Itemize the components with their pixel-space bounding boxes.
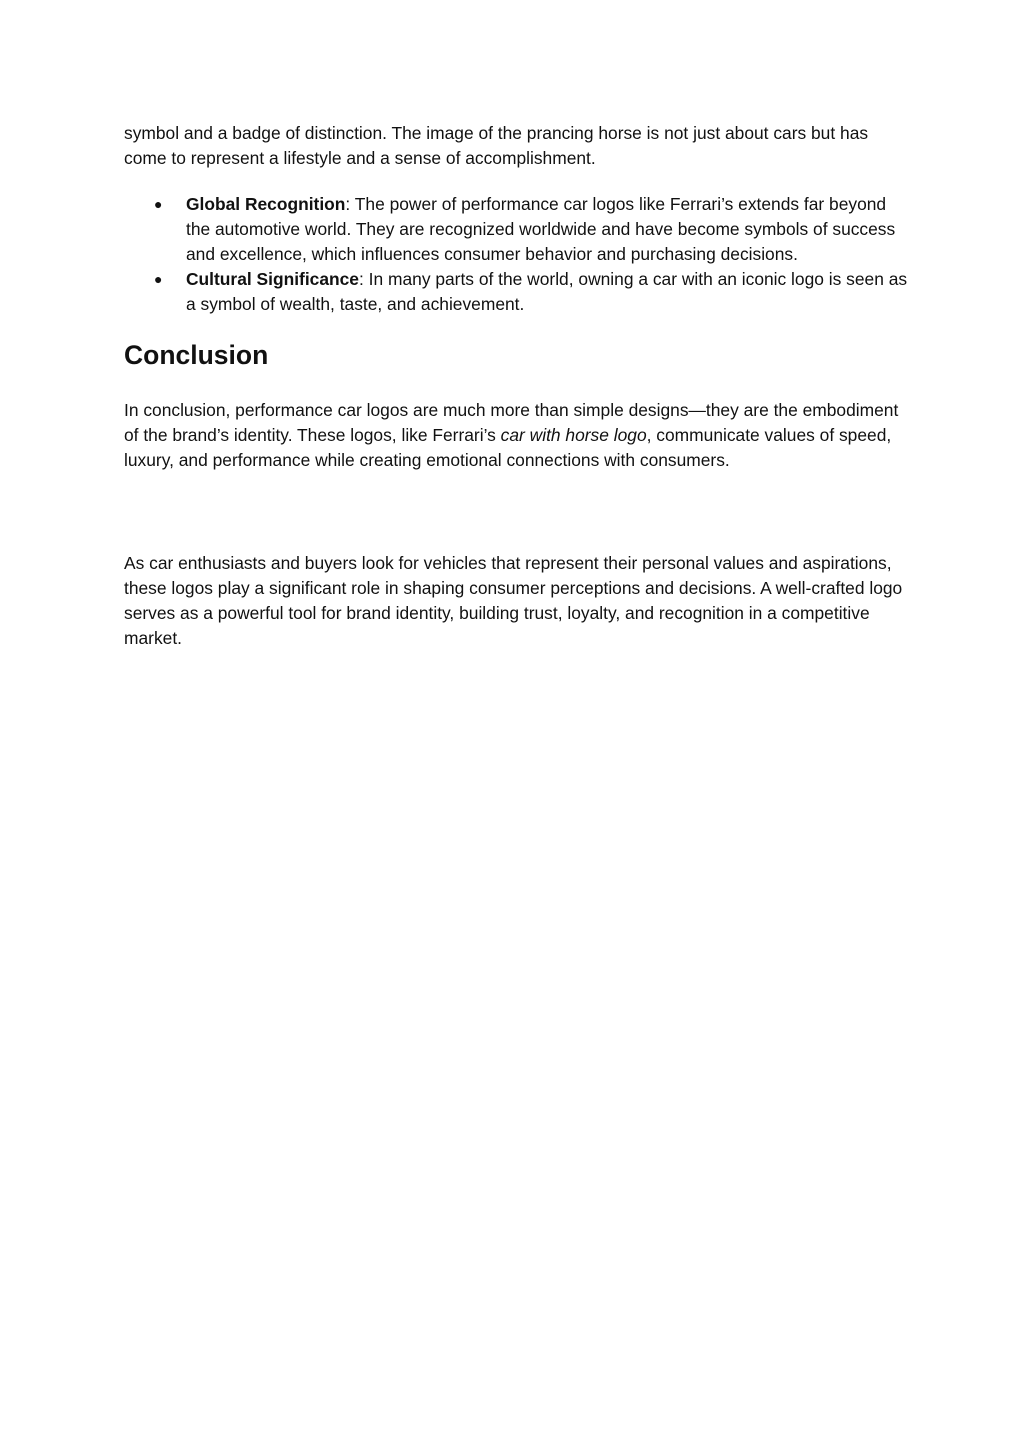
bullet-text: : The power of performance car logos like Ferrari’s extends far beyond the automotive world. They are recognized worldwide and have become symbols of success and excellence, which influences consumer behavior and purchasing decisions. <box>186 194 896 264</box>
intro-paragraph: symbol and a badge of distinction. The image of the prancing horse is not just about cars but has come to represent a lifestyle and a sense of accomplishment. <box>124 123 869 168</box>
list-item <box>124 267 914 317</box>
conclusion-text-end: , communicate values of speed, luxury, and performance while creating emotional connections with consumers. <box>124 425 892 470</box>
conclusion-italic-phrase: car with horse logo <box>500 425 647 445</box>
list-item <box>124 192 914 267</box>
conclusion-paragraph <box>124 398 914 473</box>
bullet-term: Cultural Significance <box>186 269 359 289</box>
bullet-list <box>124 192 914 317</box>
bullet-text: : In many parts of the world, owning a car with an iconic logo is seen as a symbol of wealth, taste, and achievement. <box>186 269 908 314</box>
bullet-icon: ● <box>154 196 163 212</box>
bullet-term: Global Recognition <box>186 194 346 214</box>
closing-paragraph: As car enthusiasts and buyers look for vehicles that represent their personal values and aspirations, these logos play a significant role in shaping consumer perceptions and decisions. A well-crafted logo serves as a powerful tool for brand identity, building trust, loyalty, and recognition in a competitive market. <box>124 553 903 648</box>
bullet-icon: ● <box>154 271 163 287</box>
conclusion-text-start: In conclusion, performance car logos are much more than simple designs—they are the embodiment of the brand’s identity. These logos, like Ferrari’s <box>124 400 899 445</box>
document-page <box>124 121 914 651</box>
conclusion-heading: Conclusion <box>124 340 269 370</box>
